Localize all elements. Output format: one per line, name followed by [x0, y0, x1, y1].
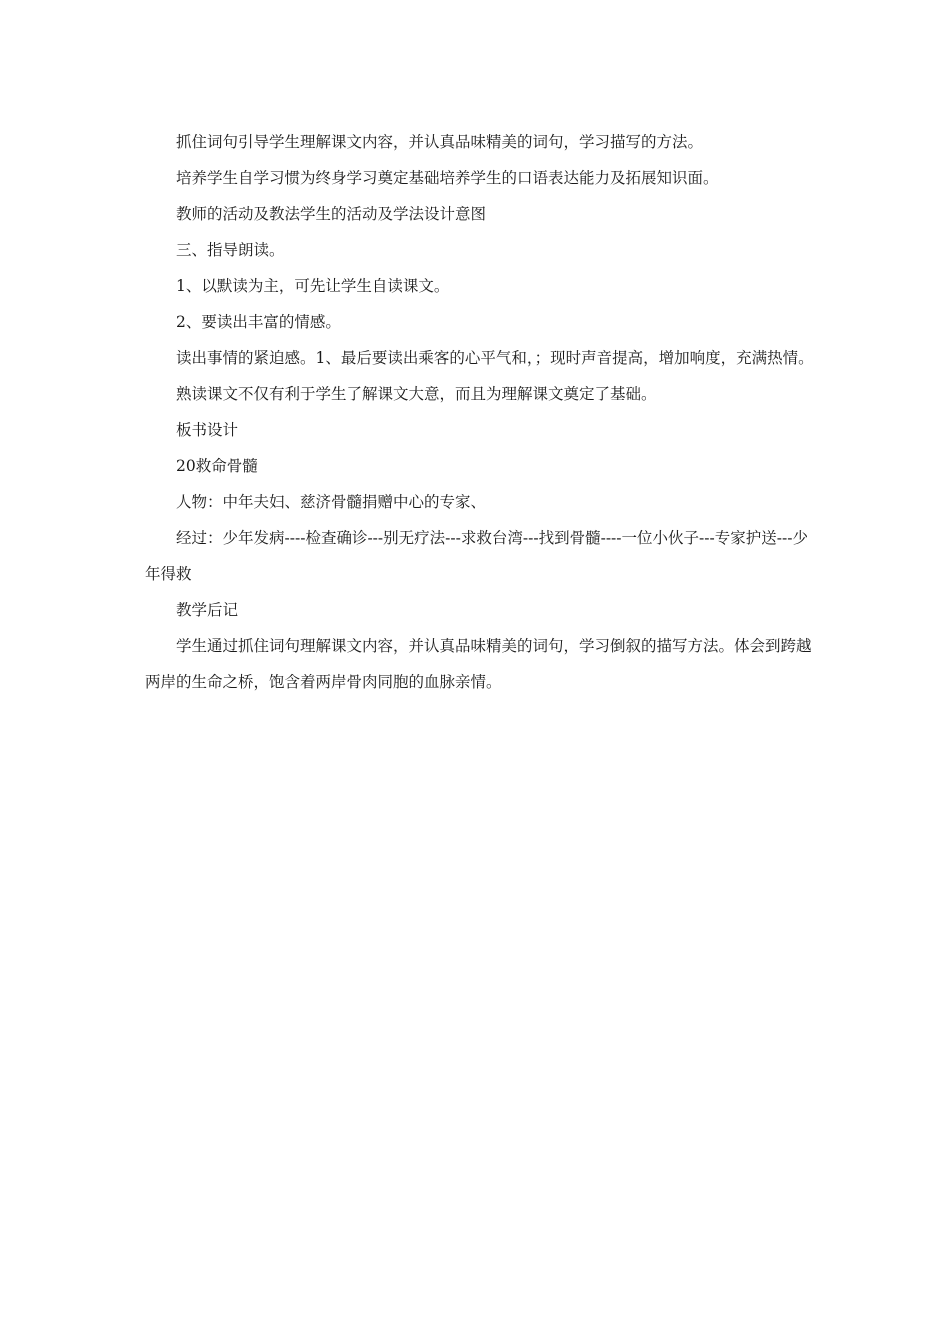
paragraph-activity-header: 教师的活动及教法学生的活动及学法设计意图 — [176, 205, 487, 223]
section-heading-reading: 三、指导朗读。 — [176, 241, 285, 259]
document-body — [145, 124, 817, 700]
board-characters: 人物：中年夫妇、慈济骨髓捐赠中心的专家、 — [176, 493, 487, 511]
paragraph-urgency: 读出事情的紧迫感。1、最后要读出乘客的心平气和，；现时声音提高，增加响度，充满热情。 — [176, 349, 814, 367]
paragraph-afterword: 学生通过抓住词句理解课文内容，并认真品味精美的词句，学习倒叙的描写方法。体会到跨越两岸的生命之桥，饱含着两岸骨肉同胞的血脉亲情。 — [145, 637, 812, 691]
list-item-silent-reading: 1、以默读为主，可先让学生自读课文。 — [176, 277, 450, 295]
section-heading-board-design: 板书设计 — [176, 421, 239, 439]
paragraph-familiar-reading: 熟读课文不仅有利于学生了解课文大意，而且为理解课文奠定了基础。 — [176, 385, 657, 403]
board-process: 经过：少年发病----检查确诊---别无疗法---求救台湾---找到骨髓----一位小伙子---专家护送---少年得救 — [145, 529, 808, 583]
paragraph-objective-habits: 培养学生自学习惯为终身学习奠定基础培养学生的口语表达能力及拓展知识面。 — [176, 169, 719, 187]
section-heading-afterword: 教学后记 — [176, 601, 239, 619]
board-title: 20救命骨髓 — [176, 457, 258, 475]
list-item-emotion: 2、要读出丰富的情感。 — [176, 313, 341, 331]
paragraph-objective-words: 抓住词句引导学生理解课文内容，并认真品味精美的词句，学习描写的方法。 — [176, 133, 704, 151]
